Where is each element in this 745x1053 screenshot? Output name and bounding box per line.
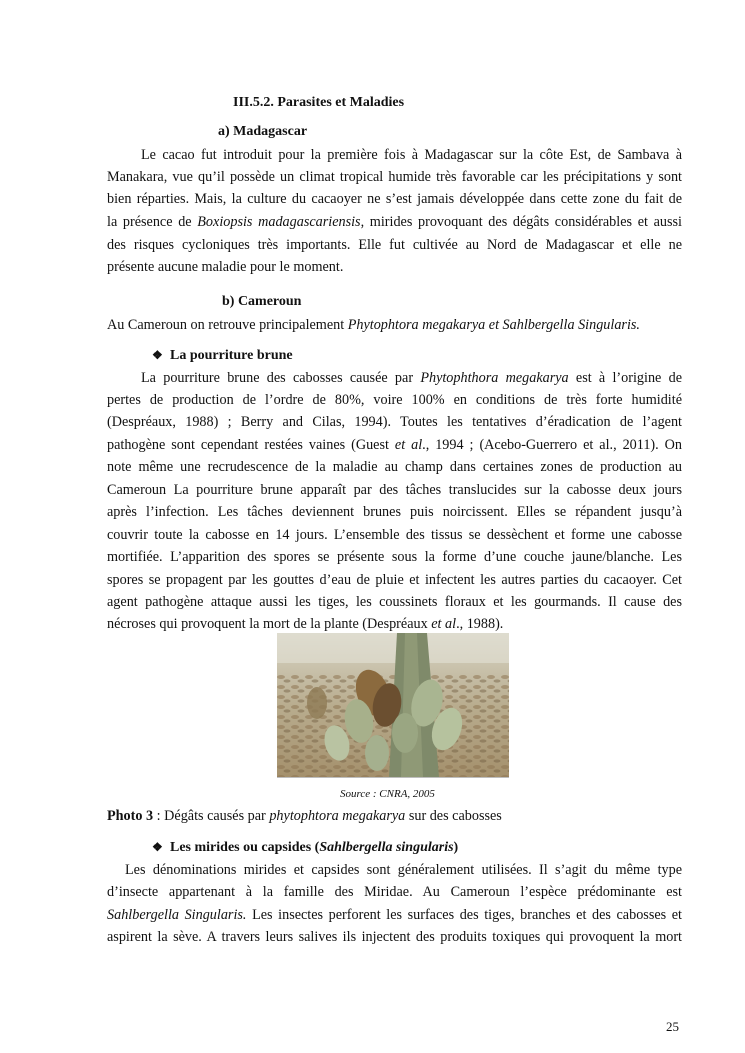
heading-text: ) xyxy=(453,840,459,855)
text-run: sur des cabosses xyxy=(405,808,502,824)
species-name: Phytophthora megakarya xyxy=(420,370,569,386)
species-name: Phytophtora megakarya et Sahlbergella Singularis. xyxy=(347,317,640,333)
paragraph-line: Les dénominations mirides et capsides sont généralement utilisées. Il s’agit du même type xyxy=(125,862,682,878)
paragraph-line: Cameroun La pourriture brune apparaît par des tâches translucides sur la cabosse deux jours xyxy=(107,482,682,498)
text-run: ., 1988). xyxy=(456,616,504,632)
paragraph-line xyxy=(107,213,682,231)
species-name: phytophtora megakarya xyxy=(269,808,406,824)
paragraph-line: aspirent la sève. A travers leurs salives ils injectent des produits toxiques qui provoquent la mort xyxy=(107,929,682,945)
paragraph-line: bien réparties. Mais, la culture du cacaoyer ne s’est jamais développée dans cette zone du fait de xyxy=(107,191,682,207)
paragraph-line: (Despréaux, 1988) ; Berry and Cilas, 1994). Toutes les tentatives d’éradication de l’agent xyxy=(107,414,682,430)
paragraph-line: Le cacao fut introduit pour la première fois à Madagascar sur la côte Est, de Sambava à xyxy=(141,147,682,163)
paragraph-line: après l’infection. Les tâches deviennent brunes puis noircissent. Elles se répandent jusqu’à xyxy=(107,504,682,520)
paragraph-line xyxy=(107,316,682,334)
diamond-bullet-icon: ❖ xyxy=(152,840,163,854)
species-name: Sahlbergella Singularis. xyxy=(107,907,247,923)
text-run: Les insectes perforent les surfaces des tiges, branches et des cabosses et xyxy=(246,907,682,923)
paragraph-line xyxy=(107,615,682,633)
heading-text: Les mirides ou capsides ( xyxy=(170,840,320,855)
text-run: pathogène sont cependant restées vaines (Guest xyxy=(107,437,395,453)
text-run: est à l’origine de xyxy=(568,370,682,386)
text-run: : Dégâts causés par xyxy=(153,808,270,824)
text-run: ., 1994 ; (Acebo-Guerrero et al., 2011). On xyxy=(422,437,683,453)
heading-madagascar: a) Madagascar xyxy=(218,124,308,139)
photo-caption xyxy=(107,807,682,825)
text-run: La pourriture brune des cabosses causée par xyxy=(141,370,421,386)
cocoa-pods-illustration xyxy=(277,633,509,777)
heading-text: La pourriture brune xyxy=(170,348,293,363)
heading-mirides xyxy=(152,838,458,857)
paragraph-line: mortifiée. L’apparition des spores se présente sous la forme d’une couche jaune/blanche. Les xyxy=(107,549,682,565)
photo-source: Source : CNRA, 2005 xyxy=(340,788,435,800)
text-run: nécroses qui provoquent la mort de la plante (Despréaux xyxy=(107,616,432,632)
paragraph-line: couvrir toute la cabosse en 14 jours. L’ensemble des tissus se dessèchent et forme une cabosse xyxy=(107,527,682,543)
paragraph-line xyxy=(141,369,682,387)
paragraph-line: agent pathogène attaque aussi les tiges, les coussinets floraux et les gourmands. Il cause des xyxy=(107,594,682,610)
cocoa-pods-photo xyxy=(277,633,509,778)
paragraph-line xyxy=(107,906,682,924)
italic-run: et al xyxy=(394,437,423,453)
paragraph-line: des risques cycloniques très importants. Elle fut cultivée au Nord de Madagascar et elle ne xyxy=(107,237,682,253)
photo-label: Photo 3 xyxy=(107,808,154,824)
heading-pourriture xyxy=(152,346,293,365)
paragraph-line: Manakara, vue qu’il possède un climat tropical humide très favorable car les précipitations y sont xyxy=(107,169,682,185)
paragraph-line xyxy=(107,436,682,454)
section-title: III.5.2. Parasites et Maladies xyxy=(233,95,405,110)
paragraph-line: d’insecte appartenant à la famille des Miridae. Au Cameroun l’espèce prédominante est xyxy=(107,884,682,900)
text-run: , mirides provoquant des dégâts considérables et aussi xyxy=(360,214,682,230)
text-run: la présence de xyxy=(107,214,198,230)
paragraph-line: spores se propagent par les gouttes d’eau de pluie et infectent les autres parties du cacaoyer. Cet xyxy=(107,572,682,588)
text-run: Au Cameroun on retrouve principalement xyxy=(107,317,348,333)
page-number: 25 xyxy=(666,1019,679,1034)
heading-cameroun: b) Cameroun xyxy=(222,294,302,309)
italic-run: et al xyxy=(431,616,457,632)
paragraph-line: note même une recrudescence de la maladie au champ dans certaines zones de production au xyxy=(107,459,682,475)
species-name: Sahlbergella singularis xyxy=(319,840,454,855)
diamond-bullet-icon: ❖ xyxy=(152,348,163,362)
paragraph-line: présente aucune maladie pour le moment. xyxy=(107,259,344,275)
species-name: Boxiopsis madagascariensis xyxy=(197,214,361,230)
paragraph-line: pertes de production de l’ordre de 80%, voire 100% en conditions de très forte humidité xyxy=(107,392,682,408)
